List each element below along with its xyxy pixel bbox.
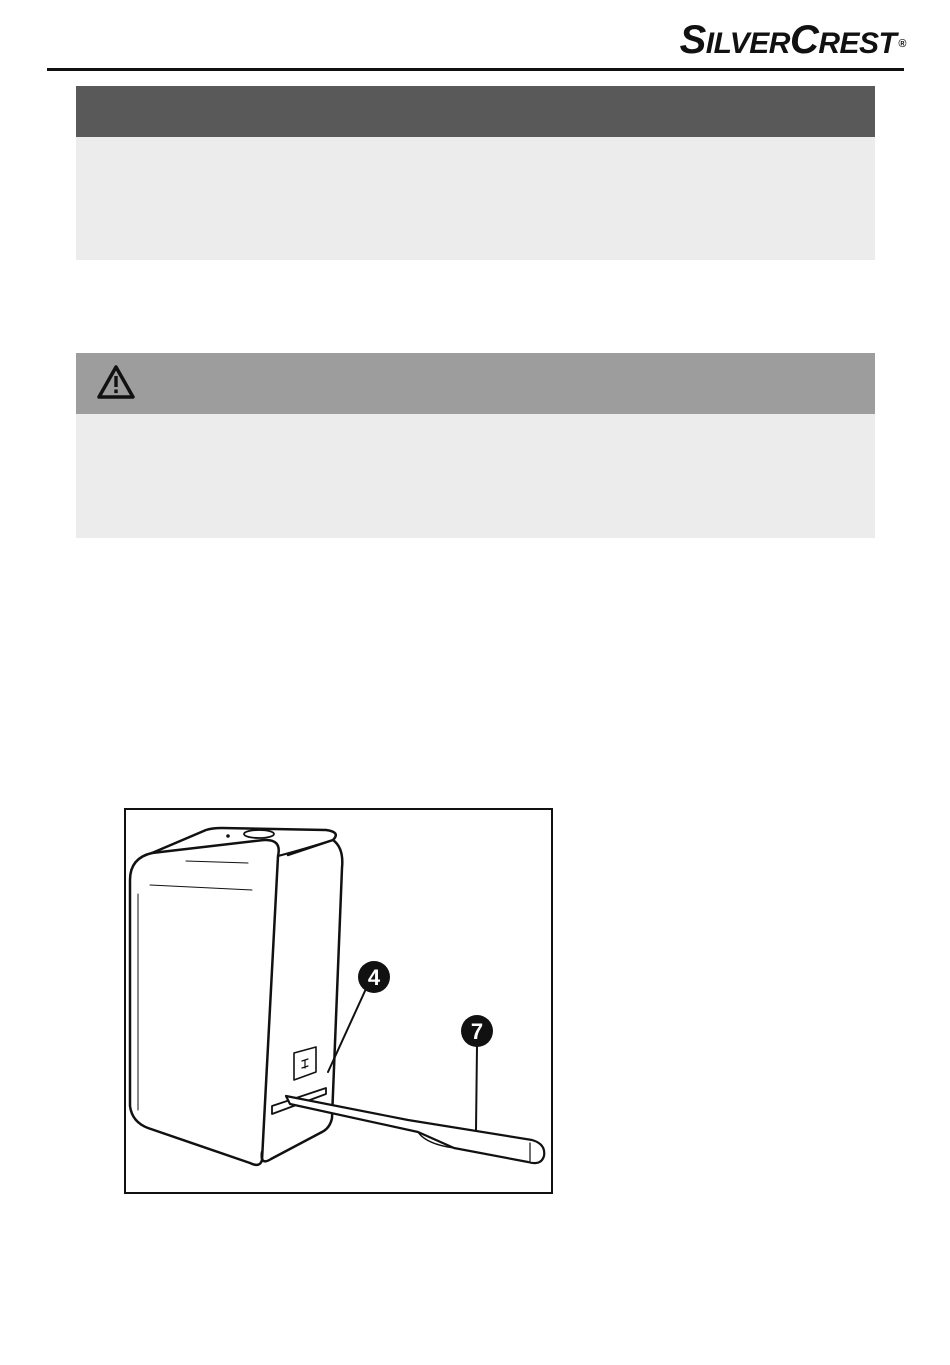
header-rule: [47, 68, 904, 71]
svg-text:4: 4: [367, 965, 381, 990]
warning-box-header: [76, 353, 875, 414]
warning-triangle-icon: [96, 364, 136, 405]
warning-box-body: [76, 414, 875, 538]
callout-7-leader: [476, 1046, 477, 1130]
device-illustration: [124, 808, 553, 1194]
callout-7: [461, 1015, 493, 1047]
callout-4-leader: [328, 980, 370, 1072]
info-box-body: [76, 137, 875, 260]
svg-text:7: 7: [470, 1019, 484, 1044]
brand-logo: SILVERCREST ®: [679, 18, 906, 62]
warning-box: [76, 353, 875, 538]
info-box-header: [76, 86, 875, 137]
info-box: [76, 86, 875, 260]
device-front-face: [130, 840, 279, 1165]
callout-4: [358, 961, 390, 993]
